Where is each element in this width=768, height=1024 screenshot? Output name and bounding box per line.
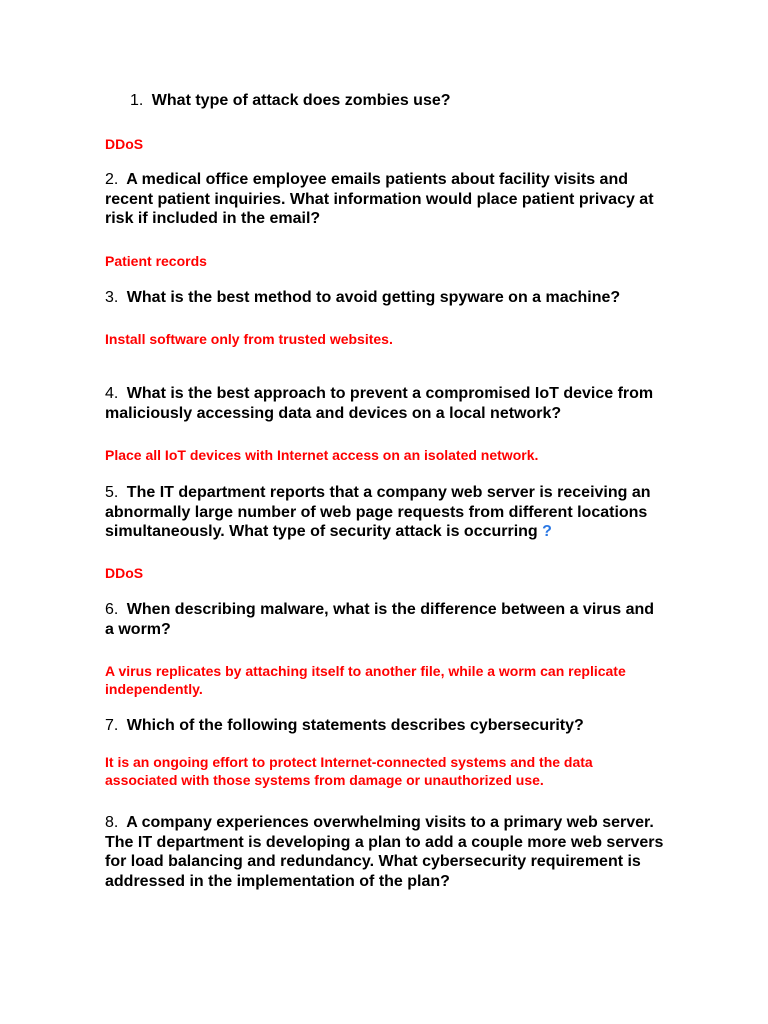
question-text: A medical office employee emails patients about facility visits and recent patient inquiries. What information would place patient privacy at risk if included in the email? bbox=[105, 171, 654, 227]
answer-6: A virus replicates by attaching itself to another file, while a worm can replicate independently. bbox=[105, 663, 626, 697]
question-text: What is the best approach to prevent a compromised IoT device from maliciously accessing data and devices on a local network? bbox=[105, 385, 654, 422]
question-1 bbox=[130, 91, 690, 111]
question-3 bbox=[105, 288, 665, 308]
answer-1: DDoS bbox=[105, 136, 144, 152]
question-number: 4. bbox=[105, 385, 119, 402]
question-8 bbox=[105, 813, 665, 891]
question-4 bbox=[105, 384, 665, 423]
answer-4: Place all IoT devices with Internet access on an isolated network. bbox=[105, 447, 539, 463]
question-number: 6. bbox=[105, 601, 119, 618]
answer-5: DDoS bbox=[105, 565, 144, 581]
question-number: 2. bbox=[105, 171, 119, 188]
question-text: What is the best method to avoid getting spyware on a machine? bbox=[126, 289, 621, 306]
question-5 bbox=[105, 483, 665, 542]
question-7 bbox=[105, 716, 665, 736]
question-number: 1. bbox=[130, 92, 144, 109]
answer-2: Patient records bbox=[105, 253, 207, 269]
answer-7: It is an ongoing effort to protect Internet-connected systems and the data associated with those systems from damage or unauthorized use. bbox=[105, 754, 593, 788]
question-text: What type of attack does zombies use? bbox=[151, 92, 451, 109]
question-2 bbox=[105, 170, 665, 229]
question-text: The IT department reports that a company web server is receiving an abnormally large number of web page requests from different locations simultaneously. What type of security attack is occurring bbox=[105, 484, 651, 540]
question-text: Which of the following statements describes cybersecurity? bbox=[126, 717, 584, 734]
question-6 bbox=[105, 600, 665, 639]
answer-3: Install software only from trusted websites. bbox=[105, 331, 393, 347]
question-number: 7. bbox=[105, 717, 119, 734]
question-text: A company experiences overwhelming visits to a primary web server. The IT department is developing a plan to add a couple more web servers for load balancing and redundancy. What cybersecurity requirement is addressed in the implementation of the plan? bbox=[105, 814, 664, 890]
question-number: 8. bbox=[105, 814, 119, 831]
question-number: 3. bbox=[105, 289, 119, 306]
question-text: When describing malware, what is the difference between a virus and a worm? bbox=[105, 601, 655, 638]
question-mark-accent: ? bbox=[542, 523, 552, 540]
question-number: 5. bbox=[105, 484, 119, 501]
